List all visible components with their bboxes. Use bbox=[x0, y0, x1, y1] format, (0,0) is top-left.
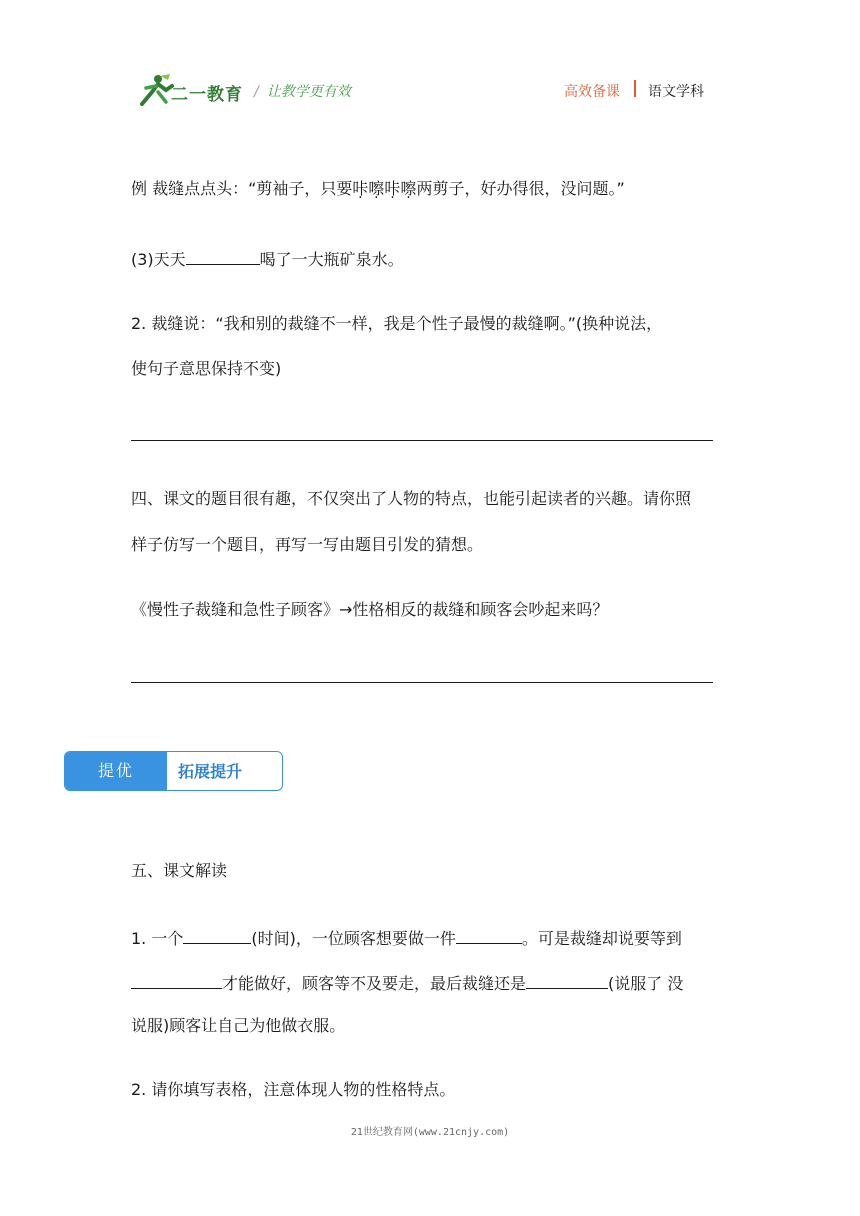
slogan-text: 让教学更有效 bbox=[266, 84, 351, 100]
answer-blank[interactable] bbox=[456, 925, 522, 944]
answer-blank[interactable] bbox=[186, 246, 260, 265]
answer-blank[interactable] bbox=[131, 970, 222, 989]
section5-q1-line2 bbox=[131, 970, 683, 995]
dotted-char: 咔 bbox=[384, 179, 401, 198]
section5-q1-line3: 说服)顾客让自己为他做衣服。 bbox=[131, 1016, 346, 1035]
q1-part: 才能做好，顾客等不及要走，最后裁缝还是 bbox=[222, 974, 527, 993]
dotted-char: 咔 bbox=[352, 179, 369, 198]
q1-part: (说服了 没 bbox=[608, 974, 684, 993]
slogan-separator: / bbox=[254, 84, 259, 100]
question-3 bbox=[131, 246, 404, 271]
q1-part: 。可是裁缝却说要等到 bbox=[521, 929, 682, 948]
header-course-label: 高效备课 bbox=[564, 84, 620, 100]
section4-line2: 样子仿写一个题目，再写一写由题目引发的猜想。 bbox=[131, 535, 484, 554]
section5-q2: 2. 请你填写表格，注意体现人物的性格特点。 bbox=[131, 1080, 456, 1099]
q1-part: (时间)，一位顾客想要做一件 bbox=[251, 929, 456, 948]
question-2-line2: 使句子意思保持不变) bbox=[131, 359, 282, 378]
section5-q1-line1 bbox=[131, 925, 682, 950]
q3-before: (3)天天 bbox=[131, 250, 186, 269]
example-suffix: 两剪子，好办得很，没问题。” bbox=[416, 179, 625, 198]
example-prefix: 例 裁缝点点头：“剪袖子，只要 bbox=[131, 179, 353, 198]
section-banner bbox=[64, 751, 283, 791]
question-2-line1: 2. 裁缝说：“我和别的裁缝不一样，我是个性子最慢的裁缝啊。”(换种说法， bbox=[131, 314, 663, 333]
section4-example: 《慢性子裁缝和急性子顾客》→性格相反的裁缝和顾客会吵起来吗？ bbox=[131, 600, 609, 619]
logo-text: 二一教育 bbox=[171, 85, 243, 105]
q3-after: 喝了一大瓶矿泉水。 bbox=[259, 250, 404, 269]
banner-tag: 提优 bbox=[65, 752, 167, 790]
page-footer: 21世纪教育网(www.21cnjy.com) bbox=[350, 1127, 510, 1138]
dotted-char: 嚓 bbox=[400, 179, 417, 198]
slogan bbox=[254, 81, 351, 101]
header-subject-label: 语文学科 bbox=[648, 84, 704, 100]
answer-blank[interactable] bbox=[526, 970, 608, 989]
q1-part: 1. 一个 bbox=[131, 929, 184, 948]
dotted-char: 嚓 bbox=[368, 179, 385, 198]
example-sentence bbox=[131, 178, 625, 200]
answer-blank[interactable] bbox=[183, 925, 251, 944]
answer-line[interactable] bbox=[131, 440, 713, 441]
section4-line1: 四、课文的题目很有趣，不仅突出了人物的特点，也能引起读者的兴趣。请你照 bbox=[131, 489, 692, 508]
answer-line[interactable] bbox=[131, 682, 713, 683]
section5-title: 五、课文解读 bbox=[131, 861, 228, 880]
banner-title: 拓展提升 bbox=[178, 762, 243, 781]
header-divider bbox=[634, 80, 636, 97]
